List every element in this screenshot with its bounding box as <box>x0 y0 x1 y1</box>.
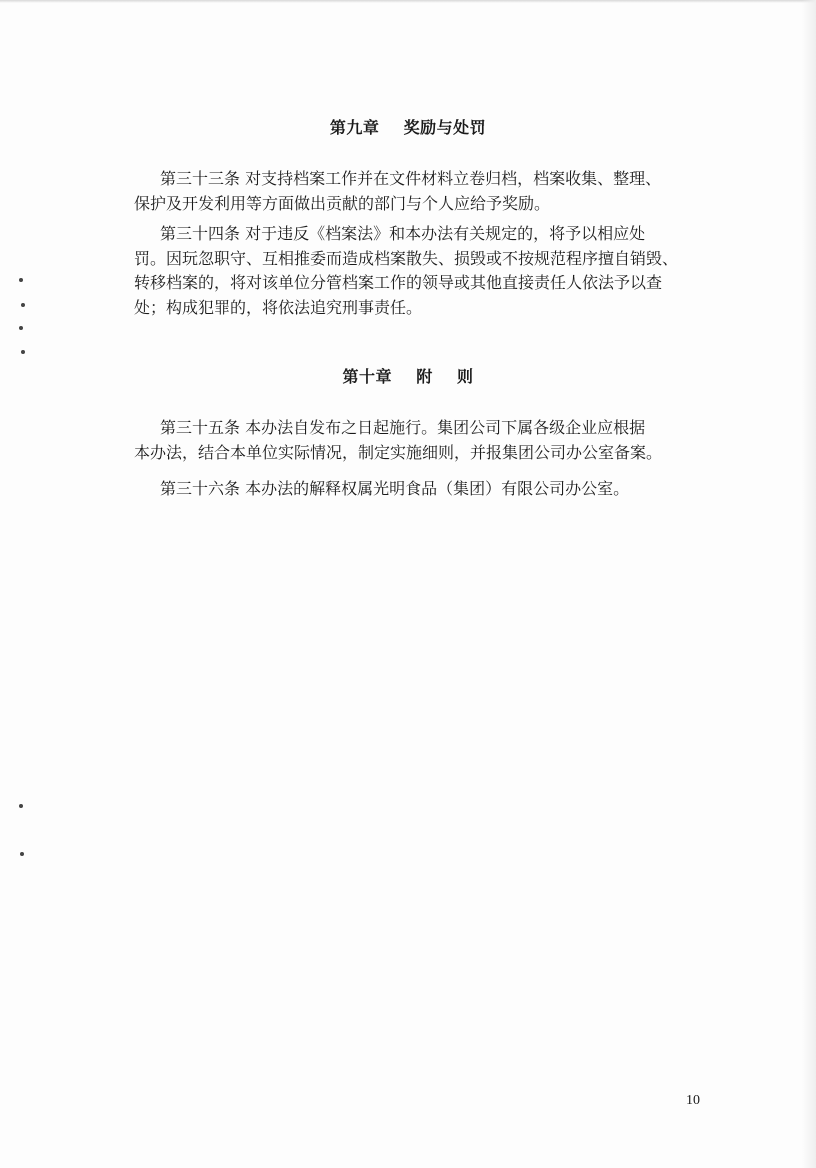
chapter-10-title: 第十章 附 则 <box>342 367 474 386</box>
article-33-line: 保护及开发利用等方面做出贡献的部门与个人应给予奖励。 <box>134 193 551 213</box>
article-33-line: 第三十三条 对支持档案工作并在文件材料立卷归档，档案收集、整理、 <box>160 169 662 188</box>
binding-mark <box>19 804 23 808</box>
page-number: 10 <box>686 1093 700 1108</box>
chapter-9-title: 第九章 奖励与处罚 <box>329 118 487 137</box>
article-33 <box>134 167 694 216</box>
article-35-line: 第三十五条 本办法自发布之日起施行。集团公司下属各级企业应根据 <box>160 418 646 437</box>
article-34 <box>134 222 694 320</box>
article-36 <box>134 477 694 502</box>
scan-edge-right <box>802 0 816 1168</box>
scan-edge-top <box>0 0 816 3</box>
binding-mark <box>21 303 25 307</box>
article-35 <box>134 416 694 465</box>
article-34-line: 罚。因玩忽职守、互相推委而造成档案散失、损毁或不按规范程序擅自销毁、 <box>134 248 679 268</box>
binding-mark <box>20 852 24 856</box>
article-34-line: 处；构成犯罪的，将依法追究刑事责任。 <box>134 297 423 317</box>
article-35-line: 本办法，结合本单位实际情况，制定实施细则，并报集团公司办公室备案。 <box>134 442 663 462</box>
binding-mark <box>19 278 23 282</box>
article-34-line: 第三十四条 对于违反《档案法》和本办法有关规定的，将予以相应处 <box>160 224 646 243</box>
article-34-line: 转移档案的，将对该单位分管档案工作的领导或其他直接责任人依法予以查 <box>134 273 663 292</box>
article-36-line: 第三十六条 本办法的解释权属光明食品（集团）有限公司办公室。 <box>160 479 630 498</box>
binding-mark <box>21 350 25 354</box>
binding-mark <box>19 326 23 330</box>
